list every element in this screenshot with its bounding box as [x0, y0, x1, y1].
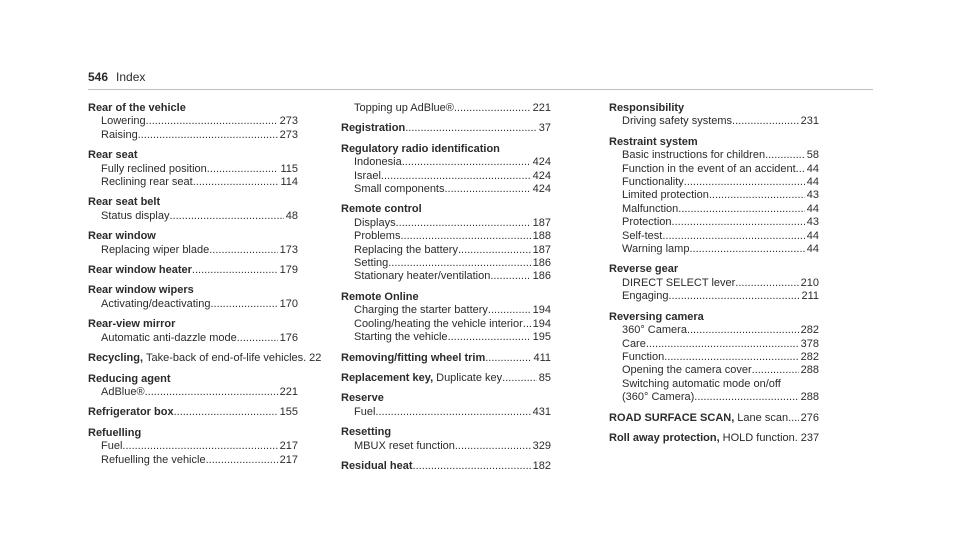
subentry-label: Fuel — [354, 405, 376, 418]
index-entry — [341, 203, 551, 283]
index-subentry — [88, 332, 298, 345]
subentry-label: Replacing the battery — [354, 243, 458, 256]
page-ref: 43 — [806, 216, 819, 229]
dot-leader — [765, 149, 805, 162]
index-subentry — [341, 230, 551, 243]
index-entry — [88, 149, 298, 189]
index-entry — [88, 102, 298, 142]
index-entry — [341, 352, 551, 365]
index-heading: Reverse gear — [609, 263, 679, 276]
page-ref: 217 — [279, 453, 298, 466]
page-ref: 221 — [532, 102, 551, 114]
page-ref: 44 — [806, 202, 819, 215]
dot-leader — [796, 163, 805, 176]
subentry-label: MBUX reset function — [354, 439, 455, 452]
index-heading: Restraint system — [609, 135, 698, 148]
dot-leader — [193, 176, 279, 189]
index-entry — [88, 230, 298, 257]
index-heading: Rear seat — [88, 149, 138, 162]
index-entry — [88, 284, 298, 311]
subentry-label: Opening the camera cover — [622, 364, 752, 377]
dot-leader — [752, 364, 799, 377]
index-heading: Rear window — [88, 230, 156, 243]
dot-leader — [458, 244, 531, 257]
index-heading-row — [341, 352, 551, 365]
index-subentry — [609, 338, 819, 351]
index-heading: Rear seat belt — [88, 196, 161, 209]
index-heading-row — [609, 432, 819, 445]
index-heading-row — [88, 427, 298, 440]
index-subentry — [609, 378, 819, 391]
page-ref: 276 — [800, 411, 819, 424]
page-ref: 188 — [532, 230, 551, 243]
page-ref: 44 — [806, 243, 819, 256]
dot-leader — [502, 372, 537, 385]
dot-leader — [669, 290, 800, 303]
subentry-label: Care — [622, 337, 646, 350]
dot-leader — [694, 391, 798, 404]
index-subentry — [341, 217, 551, 230]
dot-leader — [413, 460, 531, 473]
dot-leader — [646, 338, 799, 351]
page-ref: 155 — [279, 406, 298, 419]
subentry-label: Functionality — [622, 176, 684, 189]
index-entry — [609, 311, 819, 405]
page-ref: 22 — [309, 352, 322, 365]
page-number: 546 — [88, 70, 109, 84]
index-subentry — [341, 102, 551, 115]
index-subentry — [341, 257, 551, 270]
page-header — [88, 70, 145, 84]
subentry-label: AdBlue® — [101, 385, 145, 398]
index-entry — [341, 291, 551, 345]
page-ref: 48 — [285, 209, 298, 222]
subentry-label: DIRECT SELECT lever — [622, 276, 736, 289]
index-subentry — [88, 386, 298, 399]
index-heading: Reserve — [341, 392, 384, 405]
subentry-label: Engaging — [622, 290, 669, 303]
index-subentry — [609, 115, 819, 128]
index-heading: Roll away protection, — [609, 431, 720, 444]
dot-leader — [490, 270, 530, 283]
index-subentry — [609, 163, 819, 176]
dot-leader — [488, 304, 531, 317]
index-heading: Responsibility — [609, 102, 685, 114]
subentry-label: Limited protection — [622, 189, 709, 202]
subentry-label: Starting the vehicle — [354, 331, 448, 344]
index-heading-detail: Lane scan — [737, 411, 789, 424]
subentry-label: Automatic anti-dazzle mode — [101, 331, 237, 344]
subentry-label: Setting — [354, 257, 389, 270]
index-subentry — [341, 318, 551, 331]
index-subentry — [609, 290, 819, 303]
index-heading-row — [341, 122, 551, 135]
index-entry — [609, 136, 819, 257]
dot-leader — [169, 210, 283, 223]
index-subentry — [341, 406, 551, 419]
index-heading-row — [88, 230, 298, 243]
index-entry — [341, 122, 551, 135]
index-subentry — [341, 440, 551, 453]
dot-leader — [662, 230, 804, 243]
page-ref: 194 — [532, 304, 551, 317]
index-column-1 — [88, 102, 322, 474]
dot-leader — [206, 454, 278, 467]
index-entry — [88, 406, 298, 419]
dot-leader — [709, 189, 805, 202]
page-ref: 211 — [801, 290, 819, 303]
index-heading: Rear window wipers — [88, 284, 194, 297]
page-ref: 43 — [806, 189, 819, 202]
dot-leader — [523, 318, 531, 331]
page-ref: 115 — [280, 162, 298, 175]
index-subentry — [609, 243, 819, 256]
dot-leader — [405, 122, 537, 135]
index-entry — [88, 373, 298, 400]
index-heading: Refuelling — [88, 426, 142, 439]
index-heading: Registration — [341, 122, 406, 135]
page-ref: 378 — [800, 337, 819, 350]
index-heading-row — [341, 143, 551, 156]
page-ref: 58 — [806, 149, 819, 162]
subentry-label: Lowering — [101, 115, 146, 128]
index-entry — [341, 102, 551, 115]
index-subentry — [88, 115, 298, 128]
subentry-label: Protection — [622, 216, 672, 229]
dot-leader — [192, 264, 278, 277]
index-subentry — [341, 156, 551, 169]
index-entry — [88, 318, 298, 345]
subentry-label: Refuelling the vehicle — [101, 453, 206, 466]
index-heading-row — [341, 392, 551, 405]
index-subentry — [341, 331, 551, 344]
index-heading-row — [609, 263, 819, 276]
index-heading: Rear of the vehicle — [88, 102, 186, 114]
dot-leader — [381, 170, 531, 183]
subentry-label: Indonesia — [354, 156, 402, 169]
dot-leader — [237, 332, 278, 345]
index-entry — [341, 372, 551, 385]
index-entry — [341, 460, 551, 473]
dot-leader — [454, 102, 531, 115]
dot-leader — [732, 115, 799, 128]
index-subentry — [88, 440, 298, 453]
page-ref: 187 — [532, 216, 551, 229]
dot-leader — [396, 217, 531, 230]
subentry-label: Activating/deactivating — [101, 297, 211, 310]
index-heading-row — [609, 136, 819, 149]
dot-leader — [664, 351, 798, 364]
index-subentry — [609, 216, 819, 229]
index-entry — [609, 412, 819, 425]
page-ref: 44 — [806, 162, 819, 175]
index-heading-row — [88, 196, 298, 209]
subentry-label: Cooling/heating the vehicle interior — [354, 317, 523, 330]
subentry-label: Malfunction — [622, 202, 679, 215]
index-heading: Reversing camera — [609, 310, 704, 323]
index-heading: Rear-view mirror — [88, 318, 176, 331]
subentry-label: Basic instructions for children — [622, 149, 766, 162]
page-ref: 173 — [279, 243, 298, 256]
index-heading-row — [341, 426, 551, 439]
page-ref: 187 — [532, 243, 551, 256]
index-subentry — [609, 149, 819, 162]
index-entry — [341, 426, 551, 453]
index-subentry — [88, 298, 298, 311]
dot-leader — [145, 386, 278, 399]
index-entry — [88, 196, 298, 223]
dot-leader — [402, 156, 531, 169]
dot-leader — [672, 216, 805, 229]
index-entry — [88, 264, 298, 277]
index-entry — [88, 352, 322, 365]
subentry-label: Fully reclined position — [101, 162, 207, 175]
index-heading-row — [88, 352, 322, 365]
subentry-label: Problems — [354, 230, 401, 243]
page-ref: 282 — [800, 324, 819, 337]
index-entry — [609, 432, 819, 445]
index-heading: Resetting — [341, 426, 392, 439]
index-subentry — [88, 244, 298, 257]
index-subentry — [609, 203, 819, 216]
subentry-label: Topping up AdBlue® — [354, 102, 454, 114]
dot-leader — [687, 324, 799, 337]
page-ref: 114 — [280, 176, 298, 189]
page-ref: 329 — [532, 439, 551, 452]
index-subentry — [88, 210, 298, 223]
index-subentry — [609, 230, 819, 243]
dot-leader — [678, 203, 804, 216]
index-entry — [341, 392, 551, 419]
dot-leader — [207, 163, 279, 176]
dot-leader — [122, 440, 277, 453]
subentry-label: Driving safety systems — [622, 115, 733, 128]
subentry-label: Function in the event of an accident — [622, 162, 796, 175]
index-subentry — [609, 364, 819, 377]
dot-leader — [375, 406, 530, 419]
page-ref: 176 — [279, 331, 298, 344]
index-entry — [609, 263, 819, 303]
index-heading: Refrigerator box — [88, 406, 174, 419]
page-ref: 424 — [532, 156, 551, 169]
subentry-label: (360° Camera) — [622, 391, 695, 404]
index-heading-row — [609, 311, 819, 324]
dot-leader — [210, 298, 277, 311]
dot-leader — [788, 412, 799, 425]
index-heading-row — [341, 460, 551, 473]
index-entry — [341, 143, 551, 197]
page-ref: 186 — [532, 270, 551, 283]
subentry-label: Replacing wiper blade — [101, 243, 210, 256]
index-heading: Replacement key, — [341, 371, 434, 384]
dot-leader — [455, 440, 531, 453]
index-subentry — [88, 163, 298, 176]
index-heading: Reducing agent — [88, 372, 171, 385]
dot-leader — [448, 331, 531, 344]
page-ref: 424 — [532, 169, 551, 182]
index-heading: Remote Online — [341, 290, 419, 303]
index-heading-row — [341, 203, 551, 216]
page-ref: 217 — [279, 440, 298, 453]
index-heading-row — [609, 102, 819, 115]
index-subentry — [609, 277, 819, 290]
index-heading-row — [88, 373, 298, 386]
subentry-label: 360° Camera — [622, 324, 687, 337]
page-ref: 431 — [532, 405, 551, 418]
dot-leader — [388, 257, 530, 270]
page-ref: 411 — [533, 351, 551, 364]
index-subentry — [341, 270, 551, 283]
index-heading-detail: Duplicate key — [436, 371, 503, 384]
subentry-label: Switching automatic mode on/off — [622, 377, 781, 390]
index-heading: Removing/fitting wheel trim — [341, 351, 486, 364]
index-subentry — [609, 189, 819, 202]
page-ref: 288 — [800, 391, 819, 404]
subentry-label: Reclining rear seat — [101, 176, 193, 189]
index-subentry — [609, 324, 819, 337]
index-heading-row — [88, 318, 298, 331]
index-entry — [88, 427, 298, 467]
index-subentry — [609, 351, 819, 364]
page-ref: 186 — [532, 257, 551, 270]
index-column-2 — [341, 102, 551, 480]
subentry-label: Small components — [354, 183, 445, 196]
index-heading: Recycling, — [88, 352, 144, 365]
index-heading-detail: Take-back of end-of-life vehicles — [146, 352, 304, 365]
index-subentry — [341, 183, 551, 196]
page-ref: 194 — [532, 317, 551, 330]
subentry-label: Displays — [354, 216, 396, 229]
page-ref: 273 — [279, 115, 298, 128]
section-title: Index — [116, 70, 146, 84]
subentry-label: Israel — [354, 169, 381, 182]
page-ref: 288 — [800, 364, 819, 377]
subentry-label: Self-test — [622, 229, 663, 242]
dot-leader — [174, 406, 278, 419]
index-heading-detail: HOLD function — [722, 431, 795, 444]
dot-leader — [735, 277, 798, 290]
page-ref: 231 — [800, 115, 819, 128]
page-ref: 182 — [532, 459, 551, 472]
index-heading: Remote control — [341, 203, 422, 216]
subentry-label: Charging the starter battery — [354, 304, 488, 317]
index-subentry — [341, 304, 551, 317]
subentry-label: Stationary heater/ventilation — [354, 270, 491, 283]
index-subentry — [88, 129, 298, 142]
index-heading-row — [88, 102, 298, 115]
dot-leader — [485, 352, 531, 365]
page-ref: 170 — [279, 297, 298, 310]
index-heading: Rear window heater — [88, 264, 192, 277]
subentry-label: Status display — [101, 209, 170, 222]
index-column-3 — [609, 102, 819, 452]
index-subentry — [88, 454, 298, 467]
page-ref: 282 — [800, 350, 819, 363]
dot-leader — [689, 243, 804, 256]
index-heading-row — [88, 264, 298, 277]
page-ref: 210 — [800, 276, 819, 289]
page-ref: 85 — [538, 371, 551, 384]
index-subentry — [609, 391, 819, 404]
index-heading-row — [88, 149, 298, 162]
index-subentry — [341, 170, 551, 183]
page-ref: 221 — [279, 385, 298, 398]
page-ref: 237 — [800, 431, 820, 444]
dot-leader — [684, 176, 805, 189]
index-heading-row — [341, 372, 551, 385]
page-ref: 44 — [806, 229, 819, 242]
page-ref: 273 — [279, 128, 298, 141]
subentry-label: Warning lamp — [622, 243, 690, 256]
index-subentry — [88, 176, 298, 189]
index-subentry — [609, 176, 819, 189]
dot-leader — [138, 129, 278, 142]
subentry-label: Fuel — [101, 440, 123, 453]
subentry-label: Raising — [101, 128, 138, 141]
index-heading-row — [88, 406, 298, 419]
dot-leader — [146, 115, 278, 128]
dot-leader — [209, 244, 277, 257]
index-heading-row — [609, 412, 819, 425]
dot-leader — [400, 230, 530, 243]
index-heading: Regulatory radio identification — [341, 142, 500, 155]
index-heading-row — [341, 291, 551, 304]
subentry-label: Function — [622, 350, 665, 363]
page-ref: 424 — [532, 183, 551, 196]
page-ref: 179 — [279, 264, 298, 277]
index-entry — [609, 102, 819, 129]
index-heading: ROAD SURFACE SCAN, — [609, 411, 735, 424]
index-heading: Residual heat — [341, 459, 413, 472]
page-ref: 195 — [532, 331, 551, 344]
header-divider — [88, 89, 873, 90]
index-heading-row — [88, 284, 298, 297]
page-ref: 37 — [538, 122, 551, 135]
dot-leader — [445, 183, 531, 196]
index-subentry — [341, 244, 551, 257]
page-ref: 44 — [806, 176, 819, 189]
